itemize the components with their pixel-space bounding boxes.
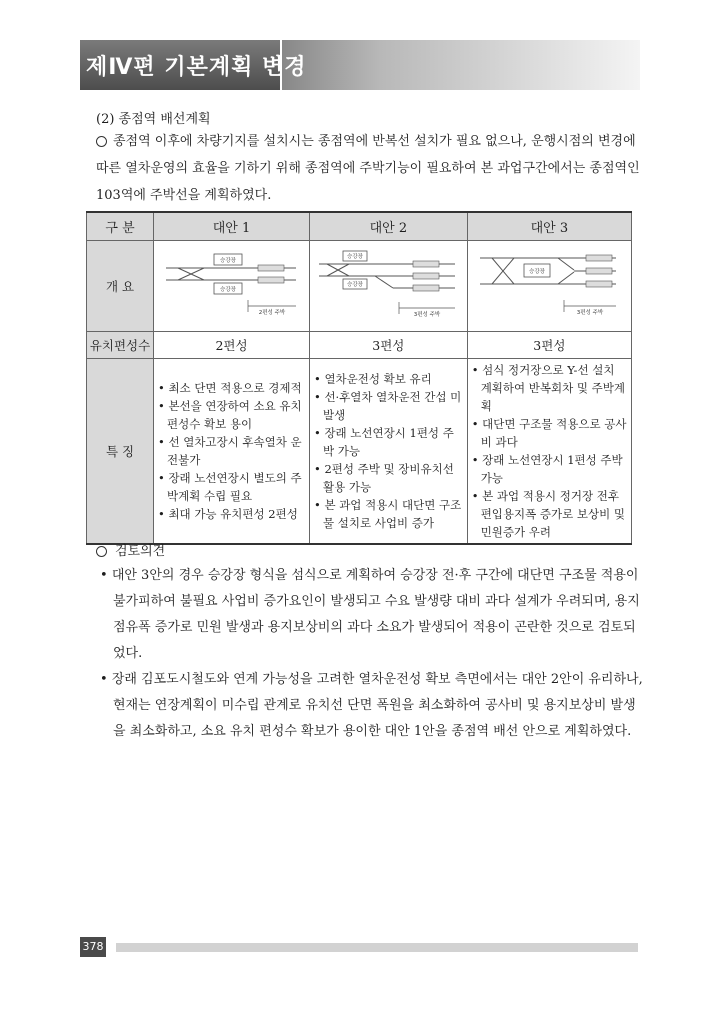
intro-paragraph — [96, 128, 642, 209]
header-category: 구 분 — [87, 212, 154, 241]
review-bullets — [100, 563, 645, 745]
alt1-capacity: 2편성 — [154, 332, 310, 359]
list-item: • 장래 노선연장시 별도의 주박계획 수립 필요 — [158, 469, 307, 505]
alt1-diagram — [154, 241, 310, 332]
comparison-table — [86, 211, 632, 545]
list-item: • 대단면 구조물 적용으로 공사비 과다 — [472, 415, 629, 451]
header-alt2: 대안 2 — [309, 212, 467, 241]
alt2-features — [309, 359, 467, 545]
footer-bar — [116, 943, 638, 952]
alt2-platform-top: 승강장 — [347, 254, 364, 260]
review-bullet-1: 대안 3안의 경우 승강장 형식을 섬식으로 계획하여 승강장 전·후 구간에 대단면 구조물 적용이 불가피하여 불필요 사업비 증가요인이 발생되고 수요 발생량 대비 과다 설계가 우려되며, 용지점유폭 증가로 민원 발생과 용지보상비의 과다 소요가 발생되어 적용이 곤란한 것으로 검토되었다. — [111, 568, 640, 661]
overview-row — [87, 241, 632, 332]
track-layout-alt1 — [156, 246, 306, 326]
alt2-note: 3편성 주박 — [414, 312, 441, 318]
circle-bullet-icon — [96, 136, 107, 147]
features-label: 특 징 — [87, 359, 154, 545]
list-item: • 본선을 연장하여 소요 유치편성수 확보 용이 — [158, 397, 307, 433]
alt1-note: 2편성 주박 — [259, 310, 286, 316]
alt2-diagram — [309, 241, 467, 332]
capacity-label: 유치편성수 — [87, 332, 154, 359]
review-heading: 검토의견 — [115, 544, 166, 559]
chapter-title: 제Ⅳ편 기본계획 변경 — [86, 55, 307, 80]
list-item: • 최소 단면 적용으로 경제적 — [158, 379, 307, 397]
alt3-note: 3편성 주박 — [577, 310, 604, 316]
list-item: • 장래 김포도시철도와 연계 가능성을 고려한 열차운전성 확보 측면에서는 대안 2안이 유리하나, 현재는 연장계획이 미수립 관계로 유치선 단면 폭원을 최소화하여 공사비 및 용지보상비 발생을 최소화하고, 소요 유치 편성수 확보가 용이한 대안 1안을 종점역 배선 안으로 계획하였다. — [100, 672, 643, 739]
list-item: • 2편성 주박 및 장비유치선 활용 가능 — [314, 460, 465, 496]
list-item: • 장래 노선연장시 1편성 주박 가능 — [314, 424, 465, 460]
capacity-row — [87, 332, 632, 359]
list-item: • 본 과업 적용시 대단면 구조물 설치로 사업비 증가 — [314, 496, 465, 532]
alt3-platform: 승강장 — [529, 269, 546, 275]
circle-bullet-icon — [96, 546, 107, 557]
alt3-capacity: 3편성 — [467, 332, 631, 359]
alt1-features — [154, 359, 310, 545]
alt2-platform-bottom: 승강장 — [347, 282, 364, 288]
list-item: • 장래 노선연장시 1편성 주박 가능 — [472, 451, 629, 487]
page-number: 378 — [80, 937, 106, 957]
alt1-platform-top: 승강장 — [220, 258, 237, 264]
alt3-features — [467, 359, 631, 545]
alt1-platform-bottom: 승강장 — [220, 287, 237, 293]
list-item: • 선·후열차 열차운전 간섭 미발생 — [314, 388, 465, 424]
features-row — [87, 359, 632, 545]
overview-label: 개 요 — [87, 241, 154, 332]
table-header-row — [87, 212, 632, 241]
alt3-diagram — [467, 241, 631, 332]
section-heading: (2) 종점역 배선계획 — [96, 112, 211, 127]
list-item: • 대안 3안의 경우 승강장 형식을 섬식으로 계획하여 승강장 전·후 구간에 대단면 구조물 적용이 불가피하여 불필요 사업비 증가요인이 발생되고 수요 발생량 대비 과다 설계가 우려되며, 용지점유폭 증가로 민원 발생과 용지보상비의 과다 소요가 발생되어 적용이 곤란한 것으로 검토되었다. — [100, 568, 640, 661]
track-layout-alt2 — [313, 246, 463, 326]
list-item: • 섬식 정거장으로 Y-선 설치 계획하여 반복회차 및 주박계획 — [472, 361, 629, 415]
intro-text: 종점역 이후에 차량기지를 설치시는 종점역에 반복선 설치가 필요 없으나, 운행시점의 변경에 따른 열차운영의 효율을 기하기 위해 종점역에 주박기능이 필요하여 본 과업구간에서는 종점역인 103역에 주박선을 계획하였다. — [96, 134, 640, 203]
list-item: • 본 과업 적용시 정거장 전후 편입용지폭 증가로 보상비 및 민원증가 우려 — [472, 487, 629, 541]
list-item: • 선 열차고장시 후속열차 운전불가 — [158, 433, 307, 469]
alt2-capacity: 3편성 — [309, 332, 467, 359]
review-bullet-2: 장래 김포도시철도와 연계 가능성을 고려한 열차운전성 확보 측면에서는 대안 2안이 유리하나, 현재는 연장계획이 미수립 관계로 유치선 단면 폭원을 최소화하여 공사비 및 용지보상비 발생을 최소화하고, 소요 유치 편성수 확보가 용이한 대안 1안을 종점역 배선 안으로 계획하였다. — [111, 672, 643, 739]
header-alt3: 대안 3 — [467, 212, 631, 241]
list-item: • 열차운전성 확보 유리 — [314, 370, 465, 388]
review-heading-row — [96, 540, 165, 559]
list-item: • 최대 가능 유치편성 2편성 — [158, 505, 307, 523]
track-layout-alt3 — [474, 246, 624, 326]
header-alt1: 대안 1 — [154, 212, 310, 241]
